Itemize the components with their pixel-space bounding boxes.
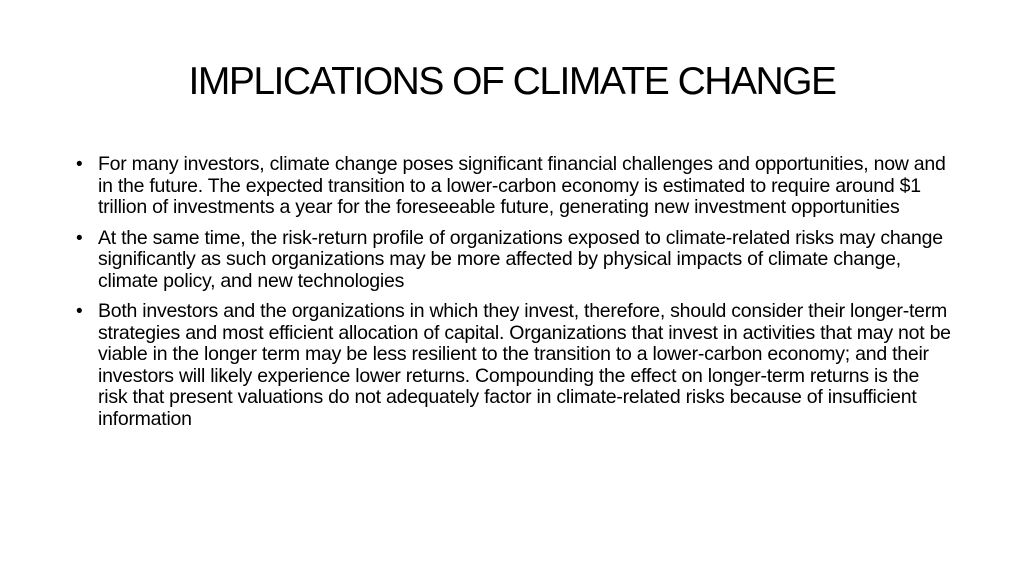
bullet-item: [74, 154, 952, 219]
bullet-text: Both investors and the organizations in which they invest, therefore, should consider their longer-term strategies and most efficient allocation of capital. Organizations that invest in activities that may not be viable in the longer term may be less resilient to the transition to a lower-carbon economy; and their investors will likely experience lower returns. Compounding the effect on longer-term returns is the risk that present valuations do not adequately factor in climate-related risks because of insufficient information: [98, 300, 951, 430]
bullet-item: [74, 301, 952, 430]
slide-title: IMPLICATIONS OF CLIMATE CHANGE: [188, 60, 836, 103]
bullet-icon: •: [76, 227, 83, 249]
bullet-icon: •: [76, 301, 83, 322]
bullet-list: [74, 154, 952, 439]
bullet-text: At the same time, the risk-return profile of organizations exposed to climate-related risks may change significantly as such organizations may be more affected by physical impacts of climate change, climate policy, and new technologies: [98, 226, 943, 292]
bullet-icon: •: [76, 154, 83, 175]
bullet-text: For many investors, climate change poses significant financial challenges and opportunities, now and in the future. The expected transition to a lower-carbon economy is estimated to require around $1 trillion of investments a year for the foreseeable future, generating new investment opportunities: [98, 153, 946, 218]
bullet-item: [74, 228, 952, 293]
